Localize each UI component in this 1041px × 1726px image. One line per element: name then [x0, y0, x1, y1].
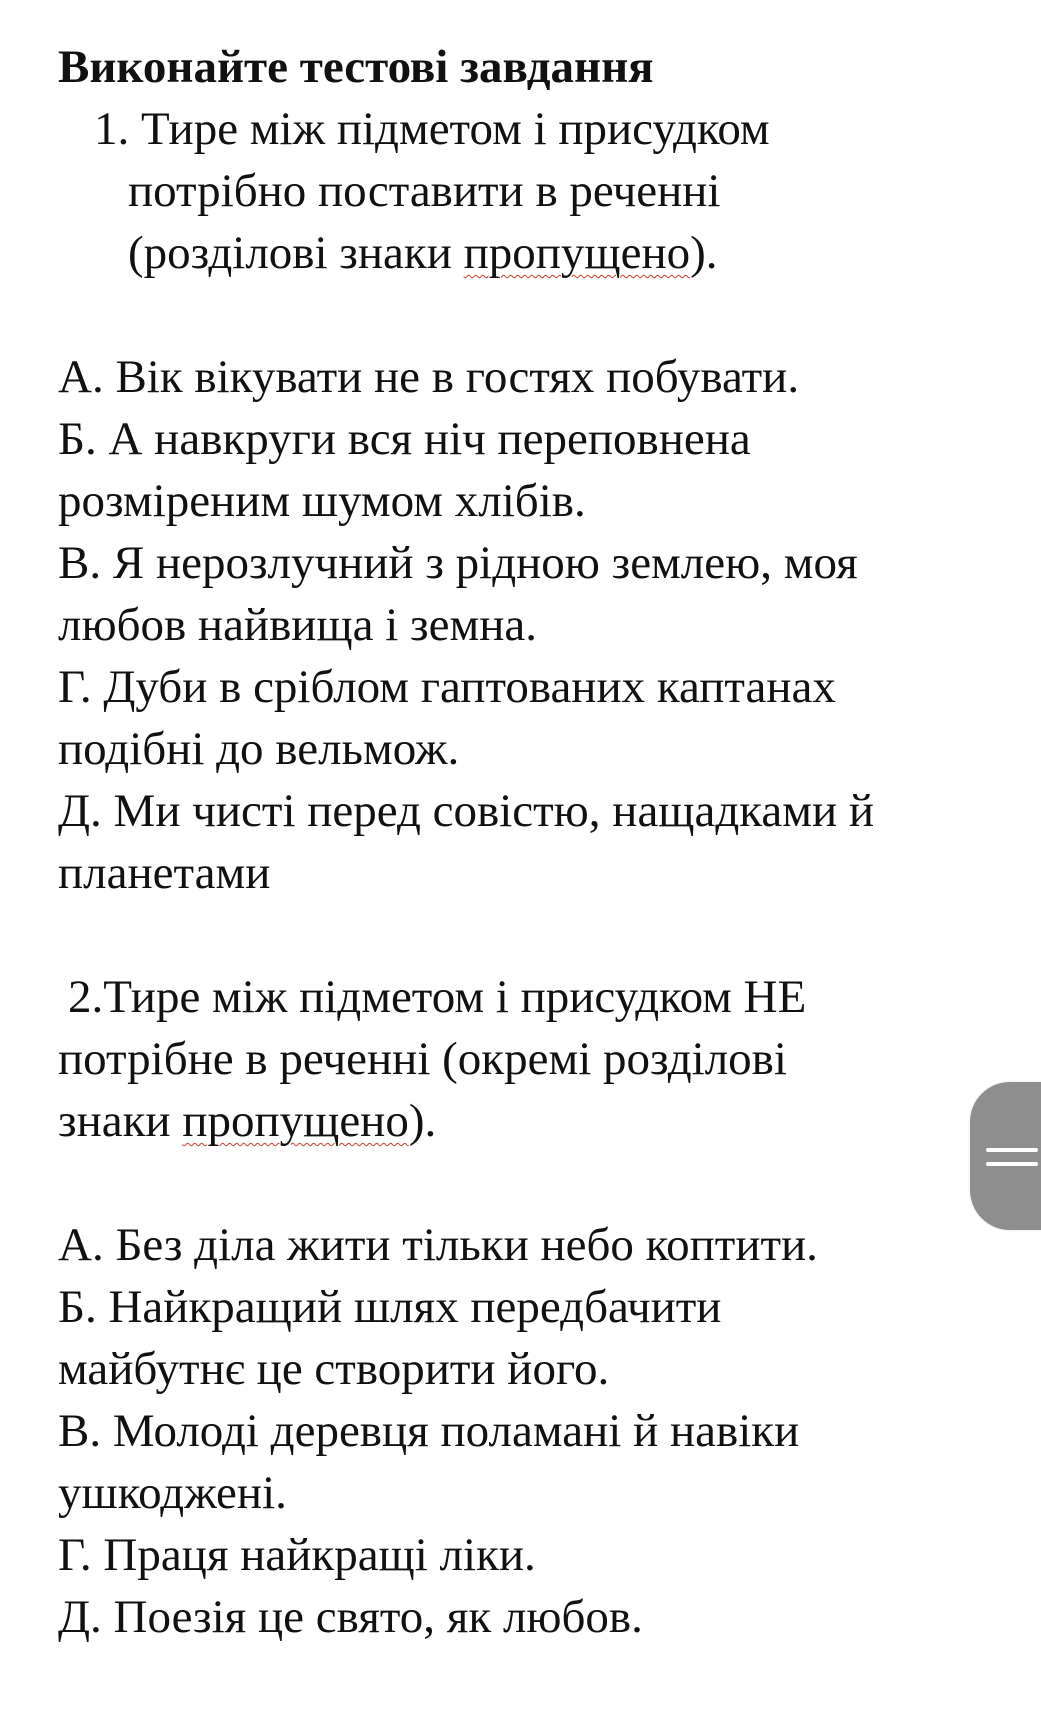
option-v-line-1: В. Молоді деревця поламані й навіки: [58, 1405, 800, 1457]
question-1-options: [58, 346, 978, 904]
document-body: [58, 36, 978, 1648]
misspelled-word[interactable]: пропущено: [182, 1095, 409, 1147]
option-a-line-1: А. Без діла жити тільки небо коптити.: [58, 1219, 818, 1271]
question-1-line-3-end: ).: [690, 227, 718, 279]
option-b-line-2: розміреним шумом хлібів.: [58, 475, 586, 527]
drag-handle-icon: [986, 1148, 1038, 1152]
question-2-line-3-text: знаки: [58, 1095, 183, 1147]
question-2-line-3-end: ).: [408, 1095, 437, 1147]
question-2-line-3: [58, 1090, 978, 1152]
question-1-line-3-text: (розділові знаки: [128, 227, 464, 279]
drag-handle-icon: [986, 1162, 1038, 1166]
spacer: [58, 1152, 978, 1214]
question-1: [58, 98, 978, 284]
question-1-line-3: [58, 222, 978, 284]
option-b-line-1: Б. Найкращий шлях передбачити: [58, 1281, 722, 1333]
option-d-line-1: Д. Ми чисті перед совістю, нащадками й: [58, 785, 875, 837]
option-v-line-1: В. Я нерозлучний з рідною землею, моя: [58, 537, 858, 589]
question-2-line-2: потрібне в реченні (окремі розділові: [58, 1033, 787, 1085]
spacer: [58, 904, 978, 966]
option-v-line-2: любов найвища і земна.: [58, 599, 537, 651]
option-d-line-2: планетами: [58, 847, 271, 899]
option-g-line-1: Г. Дуби в сріблом гаптованих каптанах: [58, 661, 836, 713]
scroll-handle[interactable]: [970, 1082, 1041, 1230]
option-b-line-2: майбутнє це створити його.: [58, 1343, 610, 1395]
question-2: [58, 966, 978, 1152]
question-2-line-1: 2.Тире між підметом і присудком НЕ: [68, 971, 807, 1023]
page-title: Виконайте тестові завдання: [58, 41, 654, 93]
misspelled-word[interactable]: пропущено: [463, 227, 691, 279]
option-g-line-1: Г. Праця найкращі ліки.: [58, 1529, 536, 1581]
question-2-options: [58, 1214, 978, 1648]
question-1-line-1: 1. Тире між підметом і присудком: [94, 103, 770, 155]
option-d-line-1: Д. Поезія це свято, як любов.: [58, 1591, 643, 1643]
question-1-line-2: потрібно поставити в реченні: [128, 165, 721, 217]
option-g-line-2: подібні до вельмож.: [58, 723, 460, 775]
option-v-line-2: ушкоджені.: [58, 1467, 287, 1519]
option-a-line-1: А. Вік вікувати не в гостях побувати.: [58, 351, 800, 403]
spacer: [58, 284, 978, 346]
option-b-line-1: Б. А навкруги вся ніч переповнена: [58, 413, 751, 465]
